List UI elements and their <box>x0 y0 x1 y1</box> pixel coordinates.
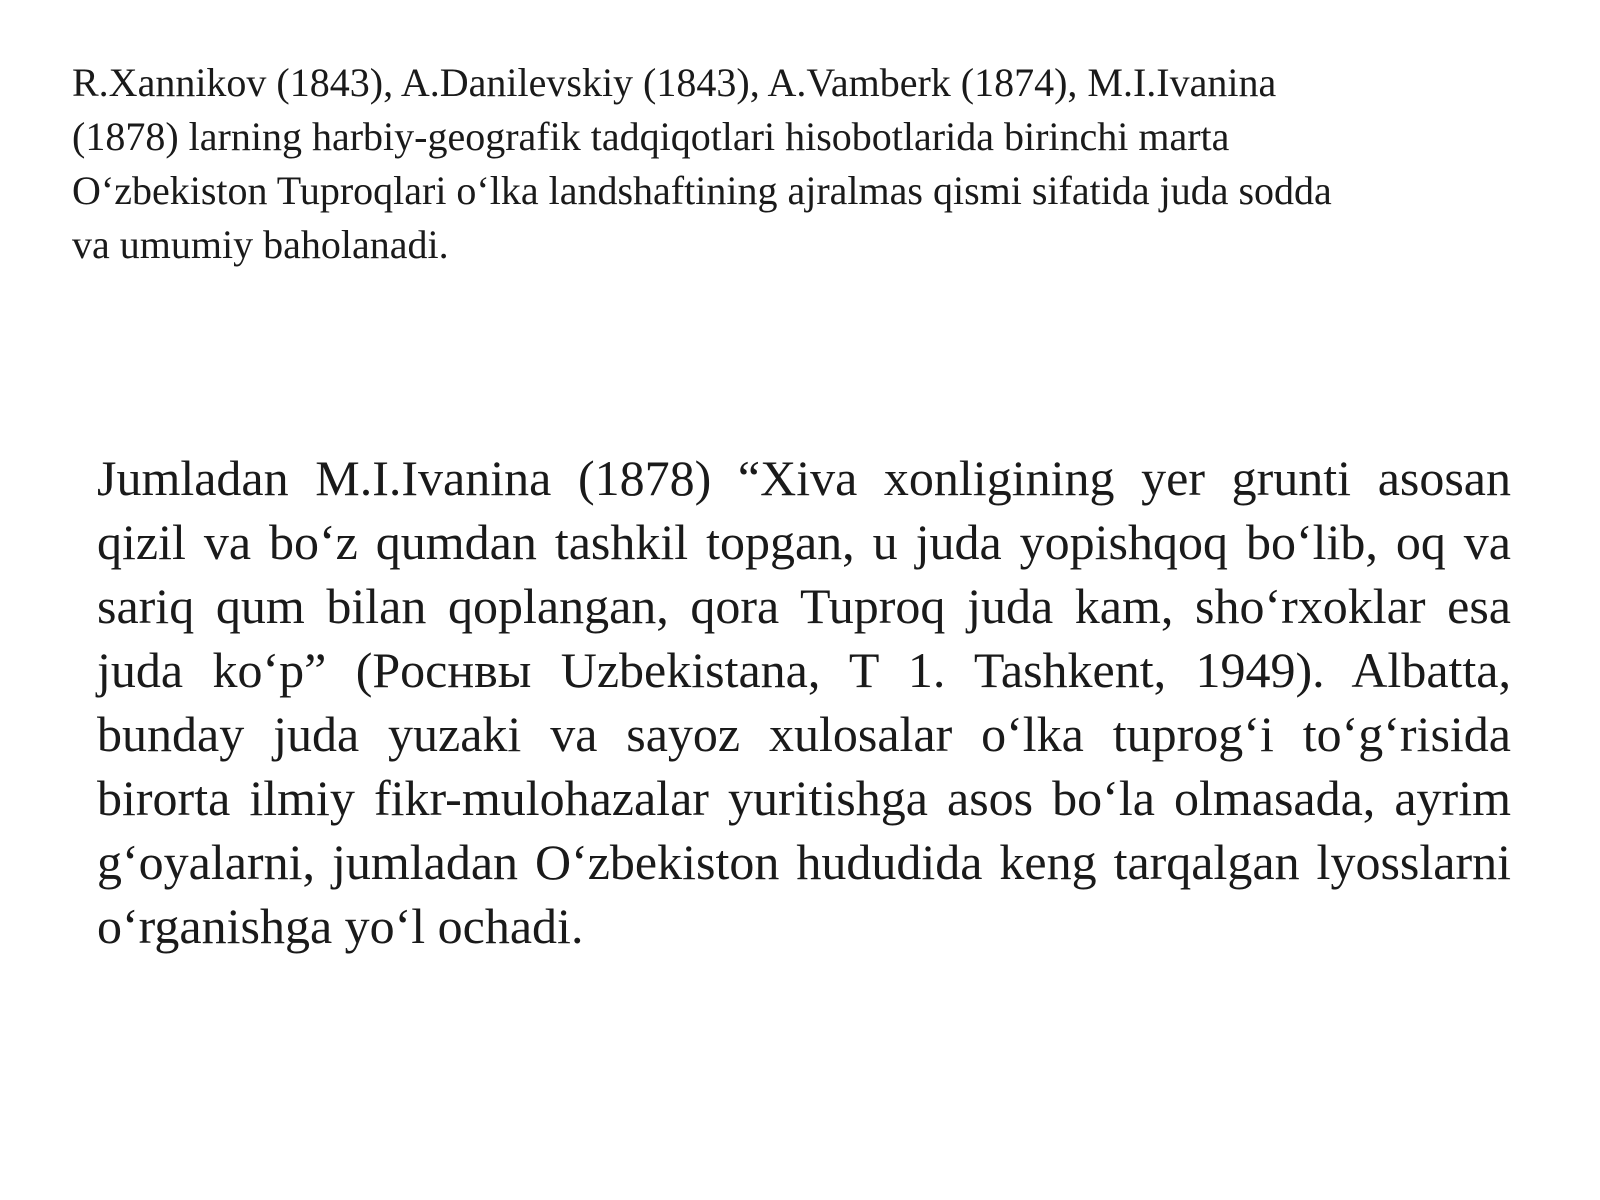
intro-paragraph: R.Xannikov (1843), A.Danilevskiy (1843), A.Vamberk (1874), M.I.Ivanina (1878) larning harbiy-geografik tadqiqotlari hisobotlarida birinchi marta Oʻzbekiston Tuproqlari oʻlka landshaftining ajralmas qismi sifatida juda sodda va umumiy baholanadi. <box>72 60 1332 267</box>
main-paragraph: Jumladan M.I.Ivanina (1878) “Xiva xonligining yer grunti asosan qizil va boʻz qumdan tashkil topgan, u juda yopishqoq boʻlib, oq va sariq qum bilan qoplangan, qora Tuproq juda kam, shoʻrxoklar esa juda koʻp” (Pocнвы Uzbekistana, T 1. Tashkent, 1949). Albatta, bunday juda yuzaki va sayoz xulosalar oʻlka tuprogʻi toʻgʻrisida birorta ilmiy fikr-mulohazalar yuritishga asos boʻla olmasada, ayrim gʻoyalarni, jumladan Oʻzbekiston hududida keng tarqalgan lyosslarni oʻrganishga yoʻl ochadi. <box>97 450 1511 954</box>
